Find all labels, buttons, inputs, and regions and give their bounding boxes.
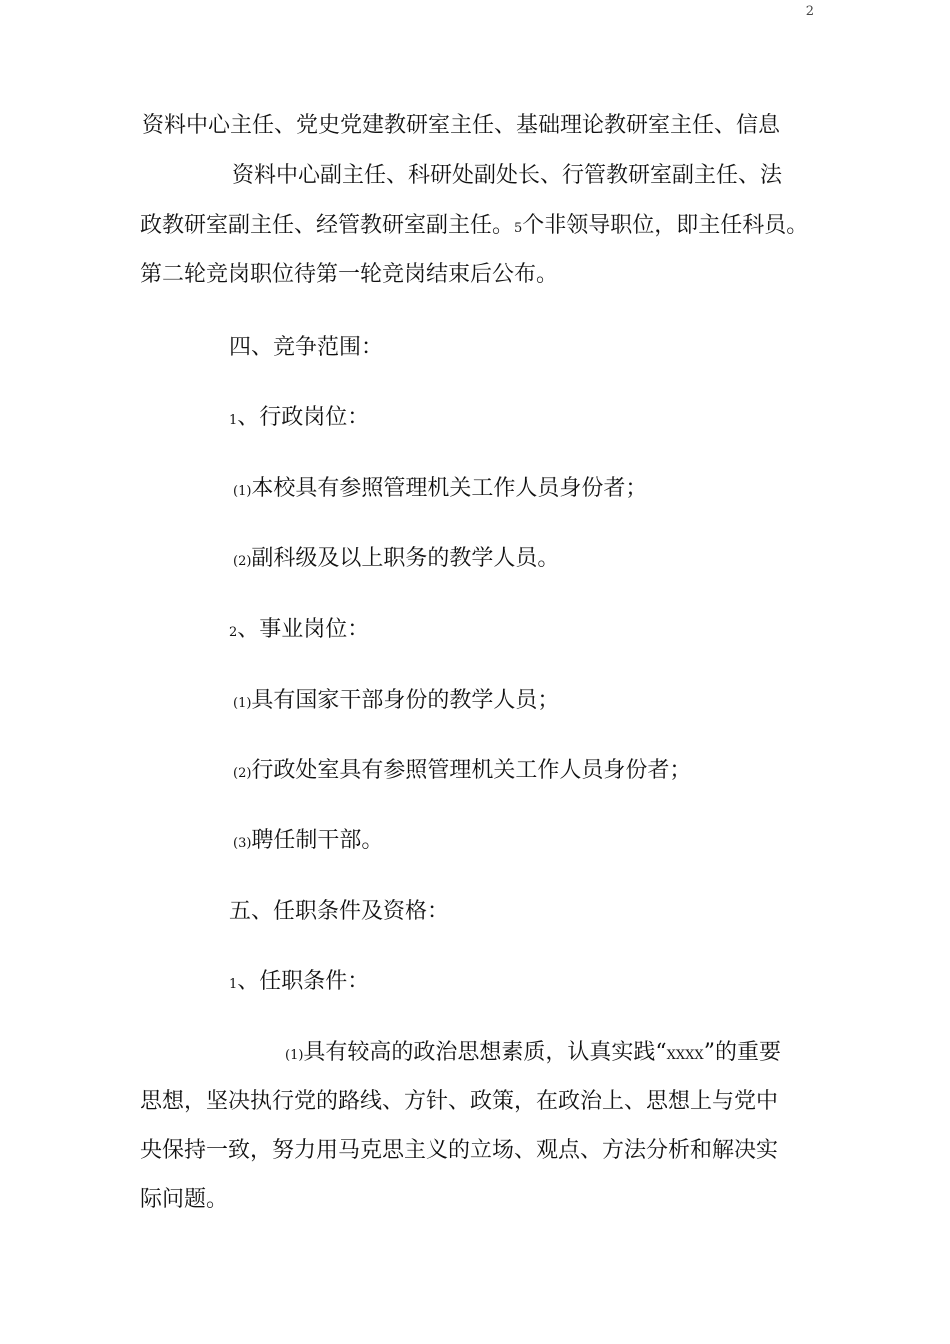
number-marker: (1) — [233, 484, 252, 499]
item-text: 具有国家干部身份的教学人员； — [251, 688, 560, 713]
list-item — [233, 544, 559, 577]
section-heading — [229, 333, 383, 363]
text-line — [140, 1087, 778, 1117]
number-marker: 5 — [514, 221, 523, 236]
text-line — [140, 1136, 778, 1166]
text-line — [140, 1185, 228, 1215]
text-line — [140, 260, 558, 290]
line-text: 政教研室副主任、经管教研室副主任。 — [140, 213, 515, 238]
text-line — [142, 111, 780, 141]
item-text: 聘任制干部。 — [251, 828, 384, 853]
number-marker: 1 — [229, 413, 238, 428]
number-marker: (3) — [233, 836, 252, 851]
page-number: 2 — [805, 4, 814, 19]
line-text: ”的重要 — [703, 1040, 781, 1065]
list-item — [229, 967, 369, 1000]
number-marker: 2 — [229, 625, 238, 640]
line-text: 具有较高的政治思想素质，认真实践“ — [303, 1040, 667, 1065]
item-text: 副科级及以上职务的教学人员。 — [251, 546, 560, 571]
line-text: 第二轮竞岗职位待第一轮竞岗结束后公布。 — [140, 262, 559, 287]
item-text: 、行政岗位： — [237, 405, 370, 430]
line-text: 思想，坚决执行党的路线、方针、政策，在政治上、思想上与党中 — [140, 1089, 779, 1114]
section-heading — [229, 897, 449, 927]
line-text: 央保持一致，努力用马克思主义的立场、观点、方法分析和解决实 — [140, 1138, 779, 1163]
number-marker: 1 — [229, 977, 238, 992]
quoted-placeholder: XXXX — [666, 1048, 704, 1063]
heading-text: 四、竞争范围： — [229, 335, 384, 360]
list-item — [233, 474, 647, 507]
item-text: 、任职条件： — [237, 969, 370, 994]
text-line — [285, 1038, 781, 1071]
heading-text: 五、任职条件及资格： — [229, 899, 450, 924]
line-text: 资料中心副主任、科研处副处长、行管教研室副主任、法 — [232, 163, 783, 188]
text-line — [232, 161, 782, 191]
line-text: 个非领导职位，即主任科员。 — [522, 213, 809, 238]
list-item — [233, 826, 383, 859]
line-text: 资料中心主任、党史党建教研室主任、基础理论教研室主任、信息 — [142, 113, 781, 138]
list-item — [229, 403, 369, 436]
text-line — [140, 211, 808, 244]
line-text: 际问题。 — [140, 1187, 229, 1212]
item-text: 行政处室具有参照管理机关工作人员身份者； — [251, 758, 692, 783]
list-item — [233, 756, 691, 789]
number-marker: (2) — [233, 766, 252, 781]
list-item — [229, 615, 369, 648]
number-marker: (2) — [233, 554, 252, 569]
list-item — [233, 686, 559, 719]
number-marker: (1) — [233, 696, 252, 711]
item-text: 、事业岗位： — [237, 617, 370, 642]
item-text: 本校具有参照管理机关工作人员身份者； — [251, 476, 648, 501]
number-marker: (1) — [285, 1048, 304, 1063]
